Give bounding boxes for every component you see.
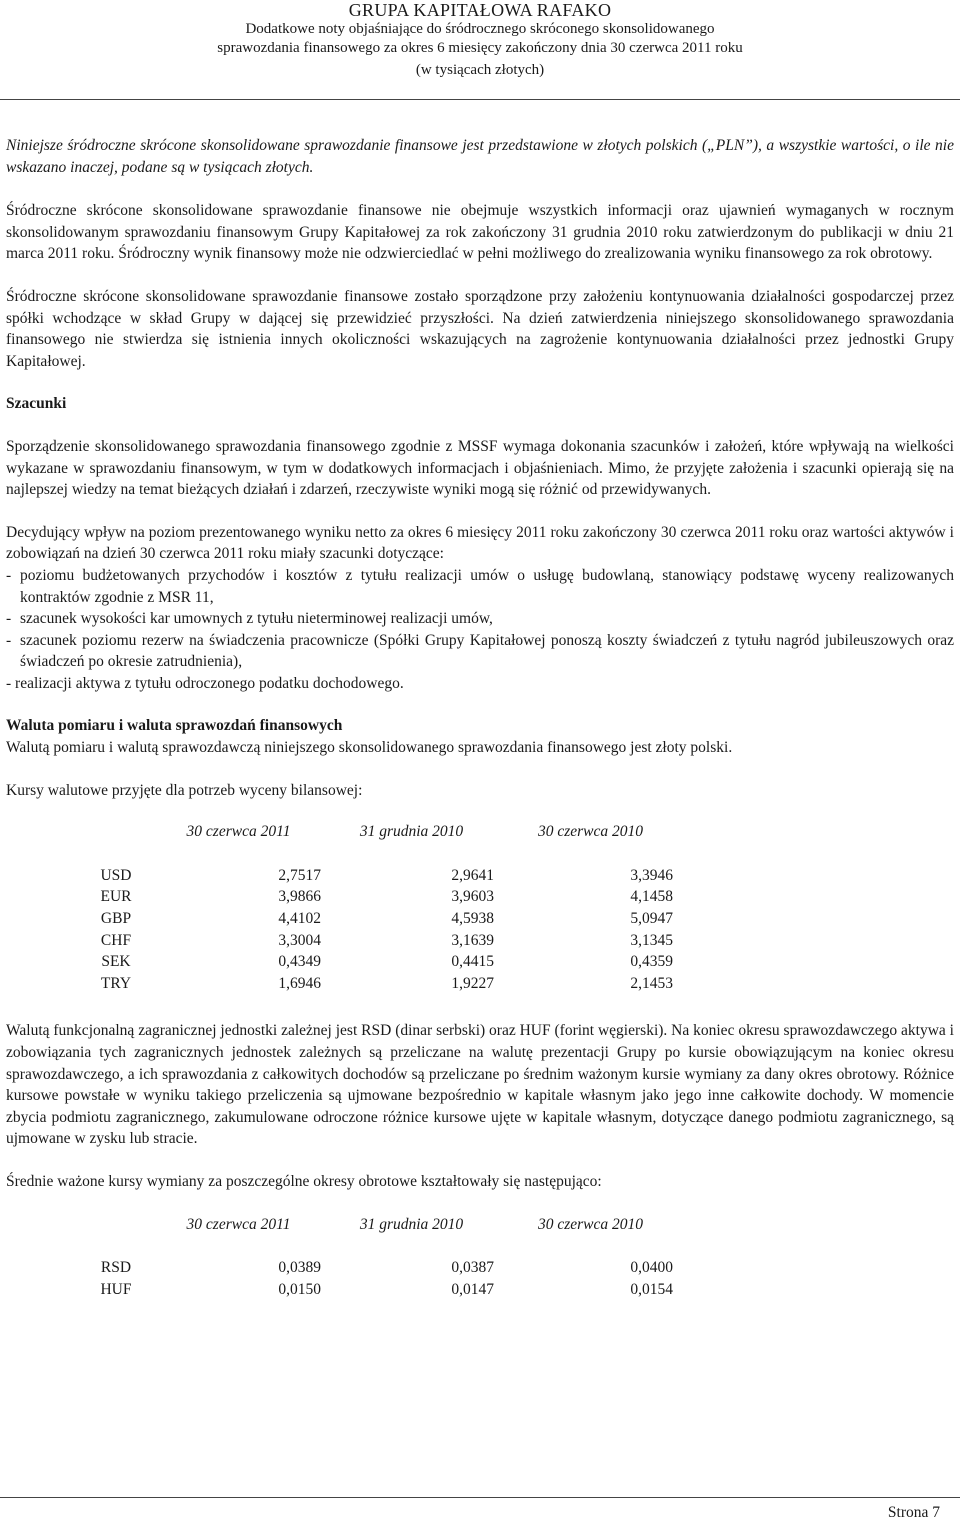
rate-value: 0,0147 [451, 1280, 494, 1298]
list-item: - poziomu budżetowanych przychodów i kosztów z tytułu realizacji umów o usługę budowlaną, stanowiący podstawę wyceny realizowanych kontraktów zgodnie z MSR 11, [6, 566, 954, 606]
currency-code: HUF [100, 1280, 132, 1298]
page-number: Strona 7 [887, 1504, 940, 1521]
header-period: sprawozdania finansowego za okres 6 miesięcy zakończony dnia 30 czerwca 2011 roku [217, 40, 743, 56]
table-row [76, 973, 673, 995]
rate-value: 0,0150 [278, 1280, 321, 1298]
paragraph-key-estimates: Decydujący wpływ na poziom prezentowanego wyniku netto za okres 6 miesięcy 2011 roku zakończony 30 czerwca 2011 roku oraz wartości aktywów i zobowiązań na dzień 30 czerwca 2011 roku miały szacunki dotyczące: [6, 523, 954, 563]
rate-value: 5,0947 [630, 910, 673, 928]
rate-value: 4,4102 [278, 910, 321, 928]
company-name: GRUPA KAPITAŁOWA RAFAKO [348, 0, 612, 20]
paragraph-estimates: Sporządzenie skonsolidowanego sprawozdania finansowego zgodnie z MSSF wymaga dokonania szacunków i założeń, które wpływają na wielkości wykazane w sprawozdaniu finansowym, w tym w dodatkowych informacjach i objaśnieniach. Mimo, że przyjęte założenia i szacunki opierają się na najlepszej wiedzy na temat bieżących działań i zdarzeń, rzeczywiste wyniki mogą się różnić od przewidywanych. [6, 437, 954, 499]
page-header [0, 0, 960, 80]
rate-value: 4,5938 [451, 910, 494, 928]
paragraph-presentation-currency: Niniejsze śródroczne skrócone skonsolidowane sprawozdanie finansowe jest przedstawione w złotych polskich („PLN”), a wszystkie wartości, o ile nie wskazano inaczej, podane są w tysiącach złotych. [6, 137, 954, 176]
average-rates-table [76, 1214, 673, 1301]
paragraph-going-concern: Śródroczne skrócone skonsolidowane sprawozdanie finansowe zostało sporządzone przy założeniu kontynuowania działalności gospodarczej przez spółki wchodzące w skład Grupy w dającej się przewidzieć przyszłości. Na dzień zatwierdzenia niniejszego skonsolidowanego sprawozdania finansowego nie stwierdza się istnienia innych okoliczności wskazujących na zagrożenie kontynuowania działalności przez jednostki Grupy Kapitałowej. [6, 287, 954, 370]
paragraph-functional-currency: Walutą pomiaru i walutą sprawozdawczą niniejszego skonsolidowanego sprawozdania finansowego jest złoty polski. [6, 739, 733, 757]
rate-value: 0,0387 [451, 1259, 494, 1277]
rate-value: 3,3004 [278, 931, 321, 949]
header-unit: (w tysiącach złotych) [415, 62, 545, 78]
currency-code: SEK [101, 953, 131, 971]
rate-value: 0,4359 [630, 953, 673, 971]
rate-value: 0,4349 [278, 953, 321, 971]
rate-value: 3,1345 [630, 931, 673, 949]
table-row [76, 908, 673, 930]
list-item: - szacunek wysokości kar umownych z tytułu nieterminowej realizacji umów, [6, 610, 493, 628]
column-header: 30 czerwca 2010 [537, 823, 644, 841]
column-header: 30 czerwca 2011 [186, 823, 291, 841]
rate-value: 3,3946 [630, 866, 673, 884]
currency-code: RSD [100, 1259, 132, 1277]
rate-value: 2,1453 [630, 974, 673, 992]
document-body [6, 135, 954, 1300]
rate-value: 2,9641 [451, 866, 494, 884]
table-header-row [76, 821, 673, 843]
paragraph-rates-intro: Kursy walutowe przyjęte dla potrzeb wyceny bilansowej: [6, 781, 363, 799]
paragraph-translation: Walutą funkcjonalną zagranicznej jednostki zależnej jest RSD (dinar serbski) oraz HUF (forint węgierski). Na koniec okresu sprawozdawczego aktywa i zobowiązania tych zagranicznych jednostek zależnych są przeliczane na walutę prezentacji Grupy po kursie obowiązującym na koniec okresu sprawozdawczego, a ich sprawozdania z całkowitych dochodów są przeliczane po średnim ważonym kursie wymiany za dany okres obrotowy. Różnice kursowe powstałe w wyniku takiego przeliczenia są ujmowane bezpośrednio w kapitale własnym jako jego inne całkowite dochody. W momencie zbycia podmiotu zagranicznego, zakumulowane odroczone różnice kursowe ujęte w kapitale własnym, dotyczące danego podmiotu zagranicznego, są ujmowane w zysku lub stracie. [6, 1022, 954, 1148]
rate-value: 0,0389 [278, 1259, 321, 1277]
heading-currency: Waluta pomiaru i waluta sprawozdań finansowych [6, 717, 343, 735]
paragraph-scope: Śródroczne skrócone skonsolidowane sprawozdanie finansowe nie obejmuje wszystkich informacji oraz ujawnień wymaganych w rocznym skonsolidowanym sprawozdaniu finansowym Grupy Kapitałowej za rok zakończony 31 grudnia 2010 roku zatwierdzonym do publikacji w dniu 21 marca 2011 roku. Śródroczny wynik finansowy może nie odzwierciedlać w pełni możliwego do zrealizowania wyniku finansowego za rok obrotowy. [6, 202, 954, 263]
table-row [76, 930, 673, 952]
rate-value: 1,6946 [278, 974, 321, 992]
rate-value: 2,7517 [278, 866, 321, 884]
rate-value: 4,1458 [630, 888, 673, 906]
list-item: - szacunek poziomu rezerw na świadczenia pracownicze (Spółki Grupy Kapitałowej ponoszą koszty świadczeń z tytułu nagród jubileuszowych oraz świadczeń po okresie zatrudnienia), [6, 631, 954, 671]
paragraph-average-rates-intro: Średnie ważone kursy wymiany za poszczególne okresy obrotowe kształtowały się następująco: [6, 1172, 602, 1190]
rate-value: 3,9603 [451, 888, 494, 906]
table-row [76, 951, 673, 973]
column-header: 31 grudnia 2010 [359, 823, 464, 841]
rate-value: 1,9227 [451, 974, 494, 992]
heading-estimates: Szacunki [6, 395, 67, 413]
exchange-rates-table [76, 821, 673, 994]
footer-divider [0, 1497, 960, 1498]
table-row [76, 1257, 673, 1279]
currency-code: CHF [100, 931, 132, 949]
header-divider [0, 99, 960, 100]
rate-value: 0,4415 [451, 953, 494, 971]
column-header: 30 czerwca 2010 [537, 1215, 644, 1233]
currency-code: USD [100, 866, 132, 884]
table-row [76, 865, 673, 887]
list-item-last: - realizacji aktywa z tytułu odroczonego podatku dochodowego. [6, 674, 404, 692]
currency-code: GBP [100, 910, 132, 928]
currency-code: TRY [100, 974, 132, 992]
rate-value: 0,0400 [630, 1259, 673, 1277]
table-header-row [76, 1214, 673, 1236]
currency-code: EUR [100, 888, 132, 906]
column-header: 30 czerwca 2011 [186, 1215, 291, 1233]
table-row [76, 1279, 673, 1301]
header-subtitle: Dodatkowe noty objaśniające do śródrocznego skróconego skonsolidowanego [245, 21, 715, 37]
rate-value: 0,0154 [630, 1280, 673, 1298]
table-row [76, 886, 673, 908]
column-header: 31 grudnia 2010 [359, 1215, 464, 1233]
rate-value: 3,1639 [451, 931, 494, 949]
rate-value: 3,9866 [278, 888, 321, 906]
